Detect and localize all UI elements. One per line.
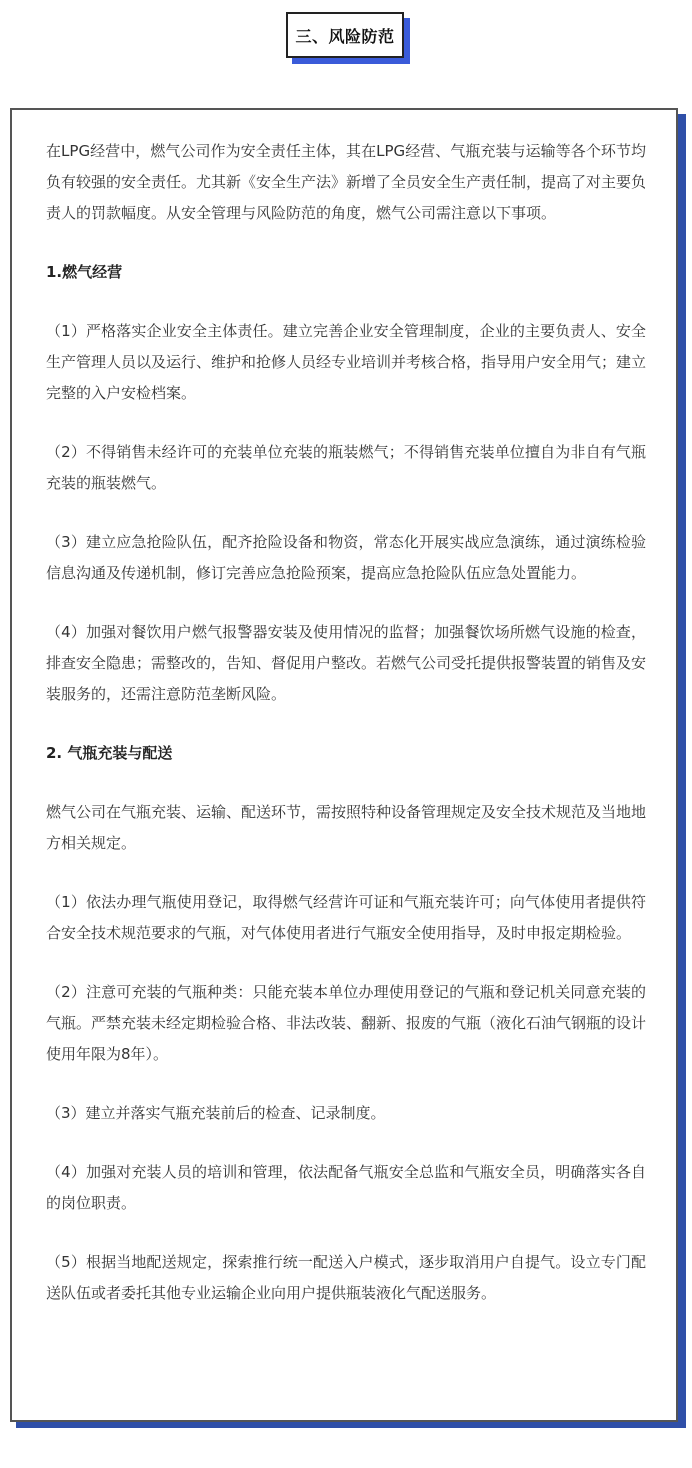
section2-item: （1）依法办理气瓶使用登记，取得燃气经营许可证和气瓶充装许可；向气体使用者提供符合安全技术规范要求的气瓶，对气体使用者进行气瓶安全使用指导，及时申报定期检验。 (46, 893, 646, 942)
section2-intro: 燃气公司在气瓶充装、运输、配送环节，需按照特种设备管理规定及安全技术规范及当地地方相关规定。 (46, 803, 647, 852)
intro-paragraph: 在LPG经营中，燃气公司作为安全责任主体，其在LPG经营、气瓶充装与运输等各个环节均负有较强的安全责任。尤其新《安全生产法》新增了全员安全生产责任制，提高了对主要负责人的罚款幅度。从安全管理与风险防范的角度，燃气公司需注意以下事项。 (46, 142, 647, 222)
content-card (10, 108, 686, 1428)
section2-heading: 2. 气瓶充装与配送 (46, 744, 173, 762)
section1-item: （3）建立应急抢险队伍，配齐抢险设备和物资，常态化开展实战应急演练，通过演练检验信息沟通及传递机制，修订完善应急抢险预案，提高应急抢险队伍应急处置能力。 (46, 533, 646, 582)
card-body (10, 108, 678, 1422)
article-content (46, 136, 646, 1337)
section-title-badge (286, 12, 410, 64)
section1-item: （2）不得销售未经许可的充装单位充装的瓶装燃气；不得销售充装单位擅自为非自有气瓶充装的瓶装燃气。 (46, 443, 646, 492)
section1-heading: 1.燃气经营 (46, 263, 123, 281)
section2-item: （2）注意可充装的气瓶种类：只能充装本单位办理使用登记的气瓶和登记机关同意充装的气瓶。严禁充装未经定期检验合格、非法改装、翻新、报废的气瓶（液化石油气钢瓶的设计使用年限为8年）。 (46, 983, 647, 1063)
section1-item: （1）严格落实企业安全主体责任。建立完善企业安全管理制度，企业的主要负责人、安全生产管理人员以及运行、维护和抢修人员经专业培训并考核合格，指导用户安全用气；建立完整的入户安检档案。 (46, 322, 647, 402)
section2-item: （3）建立并落实气瓶充装前后的检查、记录制度。 (46, 1104, 386, 1122)
section2-item: （4）加强对充装人员的培训和管理，依法配备气瓶安全总监和气瓶安全员，明确落实各自的岗位职责。 (46, 1163, 646, 1212)
section1-item: （4）加强对餐饮用户燃气报警器安装及使用情况的监督；加强餐饮场所燃气设施的检查，排查安全隐患；需整改的，告知、督促用户整改。若燃气公司受托提供报警装置的销售及安装服务的，还需注意防范垄断风险。 (46, 623, 647, 703)
section-title: 三、风险防范 (286, 12, 404, 58)
section2-item: （5）根据当地配送规定，探索推行统一配送入户模式，逐步取消用户自提气。设立专门配送队伍或者委托其他专业运输企业向用户提供瓶装液化气配送服务。 (46, 1253, 646, 1302)
